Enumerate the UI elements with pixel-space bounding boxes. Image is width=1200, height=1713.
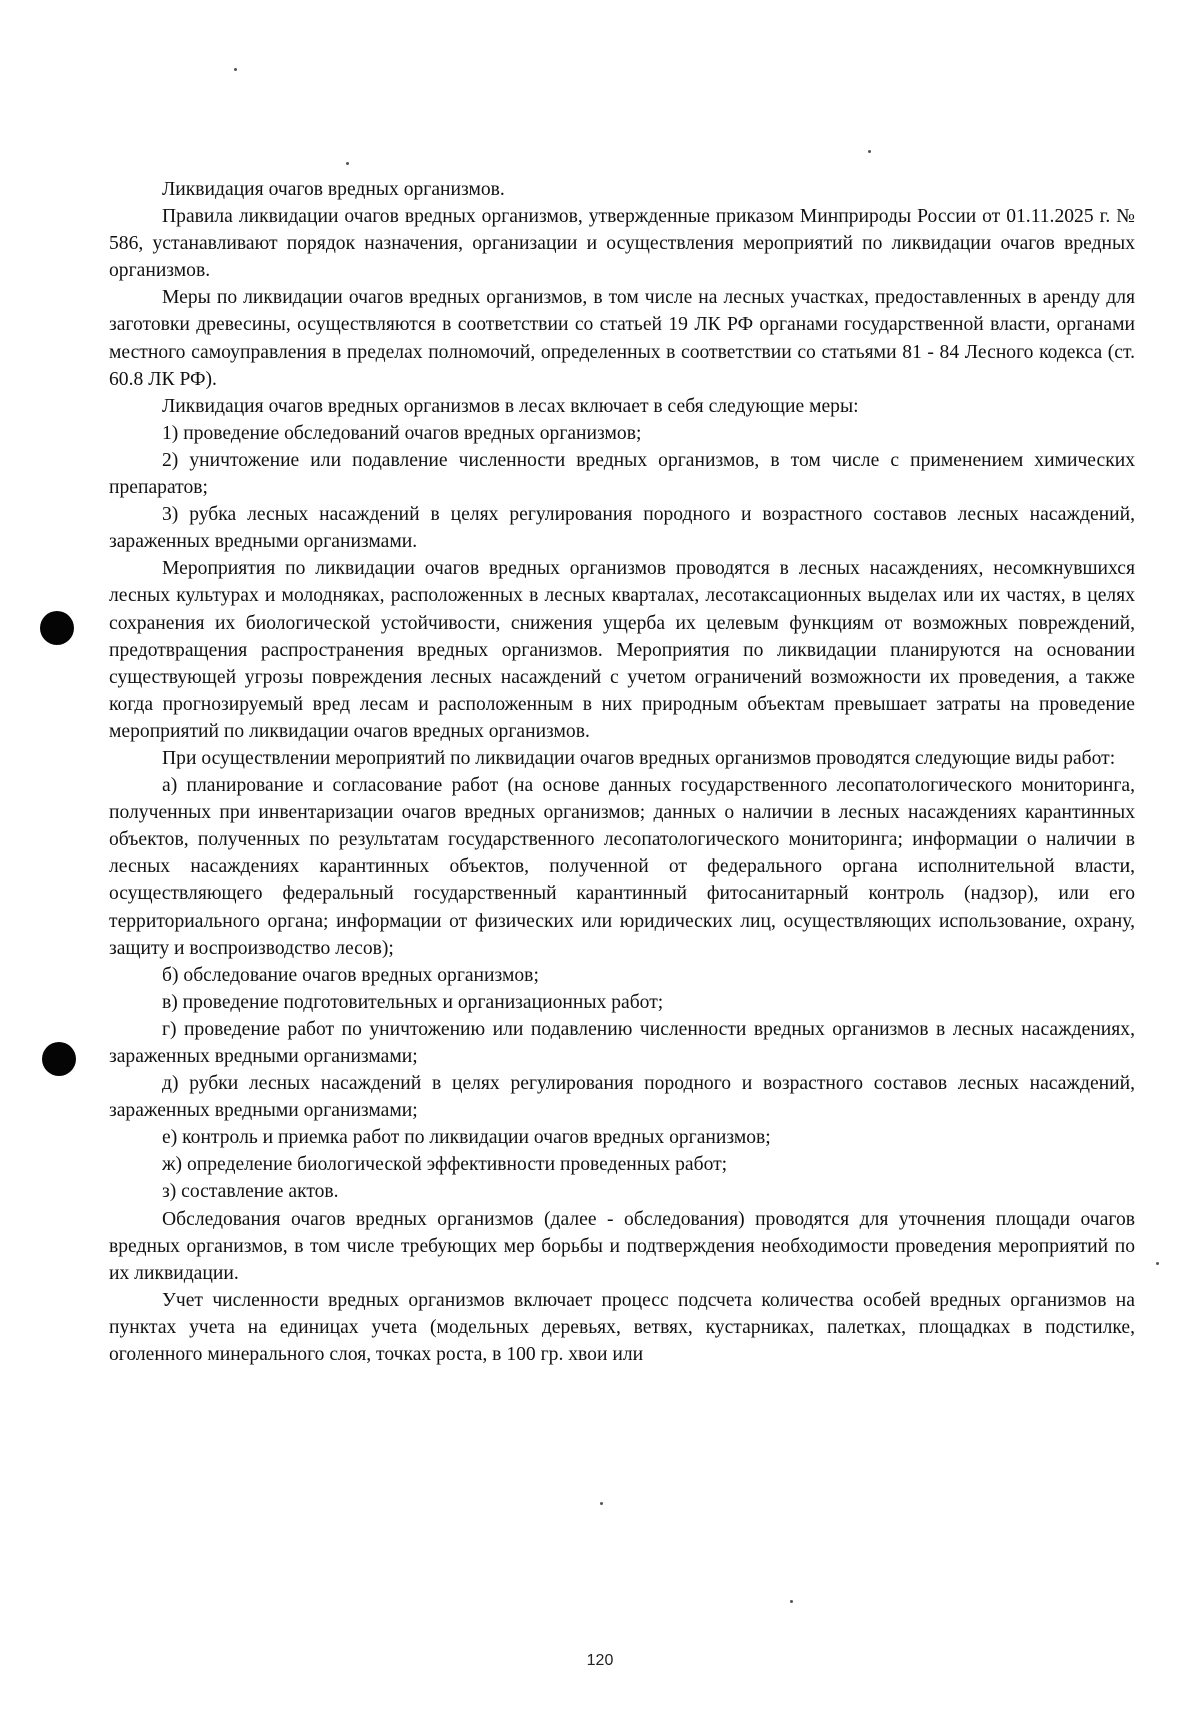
scan-speck [600,1502,603,1505]
list-item: а) планирование и согласование работ (на основе данных государственного лесопатологического мониторинга, полученных при инвентаризации очагов вредных организмов; данных о наличии в лесных насаждениях карантинных объектов, полученных по результатам государственного лесопатологического мониторинга; информации о наличии в лесных насаждениях карантинных объектов, полученной от федерального органа исполнительной власти, осуществляющего федеральный государственный карантинный фитосанитарный контроль (надзор), или его территориального органа; информации от физических или юридических лиц, осуществляющих использование, охрану, защиту и воспроизводство лесов); [109,775,1135,959]
punch-hole [40,611,74,645]
list-item: 1) проведение обследований очагов вредных организмов; [162,422,642,444]
list-item: б) обследование очагов вредных организмов; [162,964,539,986]
paragraph: Мероприятия по ликвидации очагов вредных организмов проводятся в лесных насаждениях, несомкнувшихся лесных культурах и молодняках, расположенных в лесных кварталах, лесотаксационных выделах или их частях, в целях сохранения их биологической устойчивости, снижения ущерба их целевым функциям от возможных повреждений, предотвращения распространения вредных организмов. Мероприятия по ликвидации планируются на основании существующей угрозы повреждения лесных насаждений с учетом ограничений возможности их проведения, а также когда прогнозируемый вред лесам и расположенным в них природным объектам превышает затраты на проведение мероприятий по ликвидации очагов вредных организмов. [109,558,1135,742]
list-item: в) проведение подготовительных и организационных работ; [162,991,664,1013]
list-item: г) проведение работ по уничтожению или подавлению численности вредных организмов в лесных насаждениях, зараженных вредными организмами; [109,1018,1135,1067]
section-heading: Ликвидация очагов вредных организмов. [162,179,505,200]
punch-hole [42,1042,76,1076]
document-body [109,176,1135,1368]
list-item: з) составление актов. [162,1181,339,1203]
list-item: ж) определение биологической эффективности проведенных работ; [162,1154,728,1176]
list-item: е) контроль и приемка работ по ликвидации очагов вредных организмов; [162,1127,771,1149]
list-item: 2) уничтожение или подавление численности вредных организмов, в том числе с применением химических препаратов; [109,449,1135,499]
paragraph: При осуществлении мероприятий по ликвидации очагов вредных организмов проводятся следующие виды работ: [162,747,1116,769]
paragraph: Учет численности вредных организмов включает процесс подсчета количества особей вредных организмов на пунктах учета на единицах учета (модельных деревьях, ветвях, кустарниках, палетках, площадках в подстилке, оголенного минерального слоя, точках роста, в 100 гр. хвои или [109,1289,1135,1366]
scan-speck [346,162,349,165]
paragraph: Правила ликвидации очагов вредных организмов, утвержденные приказом Минприроды России от 01.11.2025 г. № 586, устанавливают порядок назначения, организации и осуществления мероприятий по ликвидации очагов вредных организмов. [109,206,1135,282]
paragraph: Ликвидация очагов вредных организмов в лесах включает в себя следующие меры: [162,395,859,417]
paragraph: Меры по ликвидации очагов вредных организмов, в том числе на лесных участках, предоставленных в аренду для заготовки древесины, осуществляются в соответствии со статьей 19 ЛК РФ органами государственной власти, органами местного самоуправления в пределах полномочий, определенных в соответствии со статьями 81 - 84 Лесного кодекса (ст. 60.8 ЛК РФ). [109,287,1135,390]
paragraph: Обследования очагов вредных организмов (далее - обследования) проводятся для уточнения площади очагов вредных организмов, в том числе требующих мер борьбы и подтверждения необходимости проведения мероприятий по их ликвидации. [109,1208,1135,1284]
list-item: 3) рубка лесных насаждений в целях регулирования породного и возрастного составов лесных насаждений, зараженных вредными организмами. [109,504,1135,553]
page-number: 120 [586,1652,614,1669]
scan-speck [790,1600,793,1603]
scan-speck [234,68,237,71]
list-item: д) рубки лесных насаждений в целях регулирования породного и возрастного составов лесных насаждений, зараженных вредными организмами; [109,1073,1135,1122]
scan-speck [868,150,871,153]
scan-speck [1156,1262,1159,1265]
